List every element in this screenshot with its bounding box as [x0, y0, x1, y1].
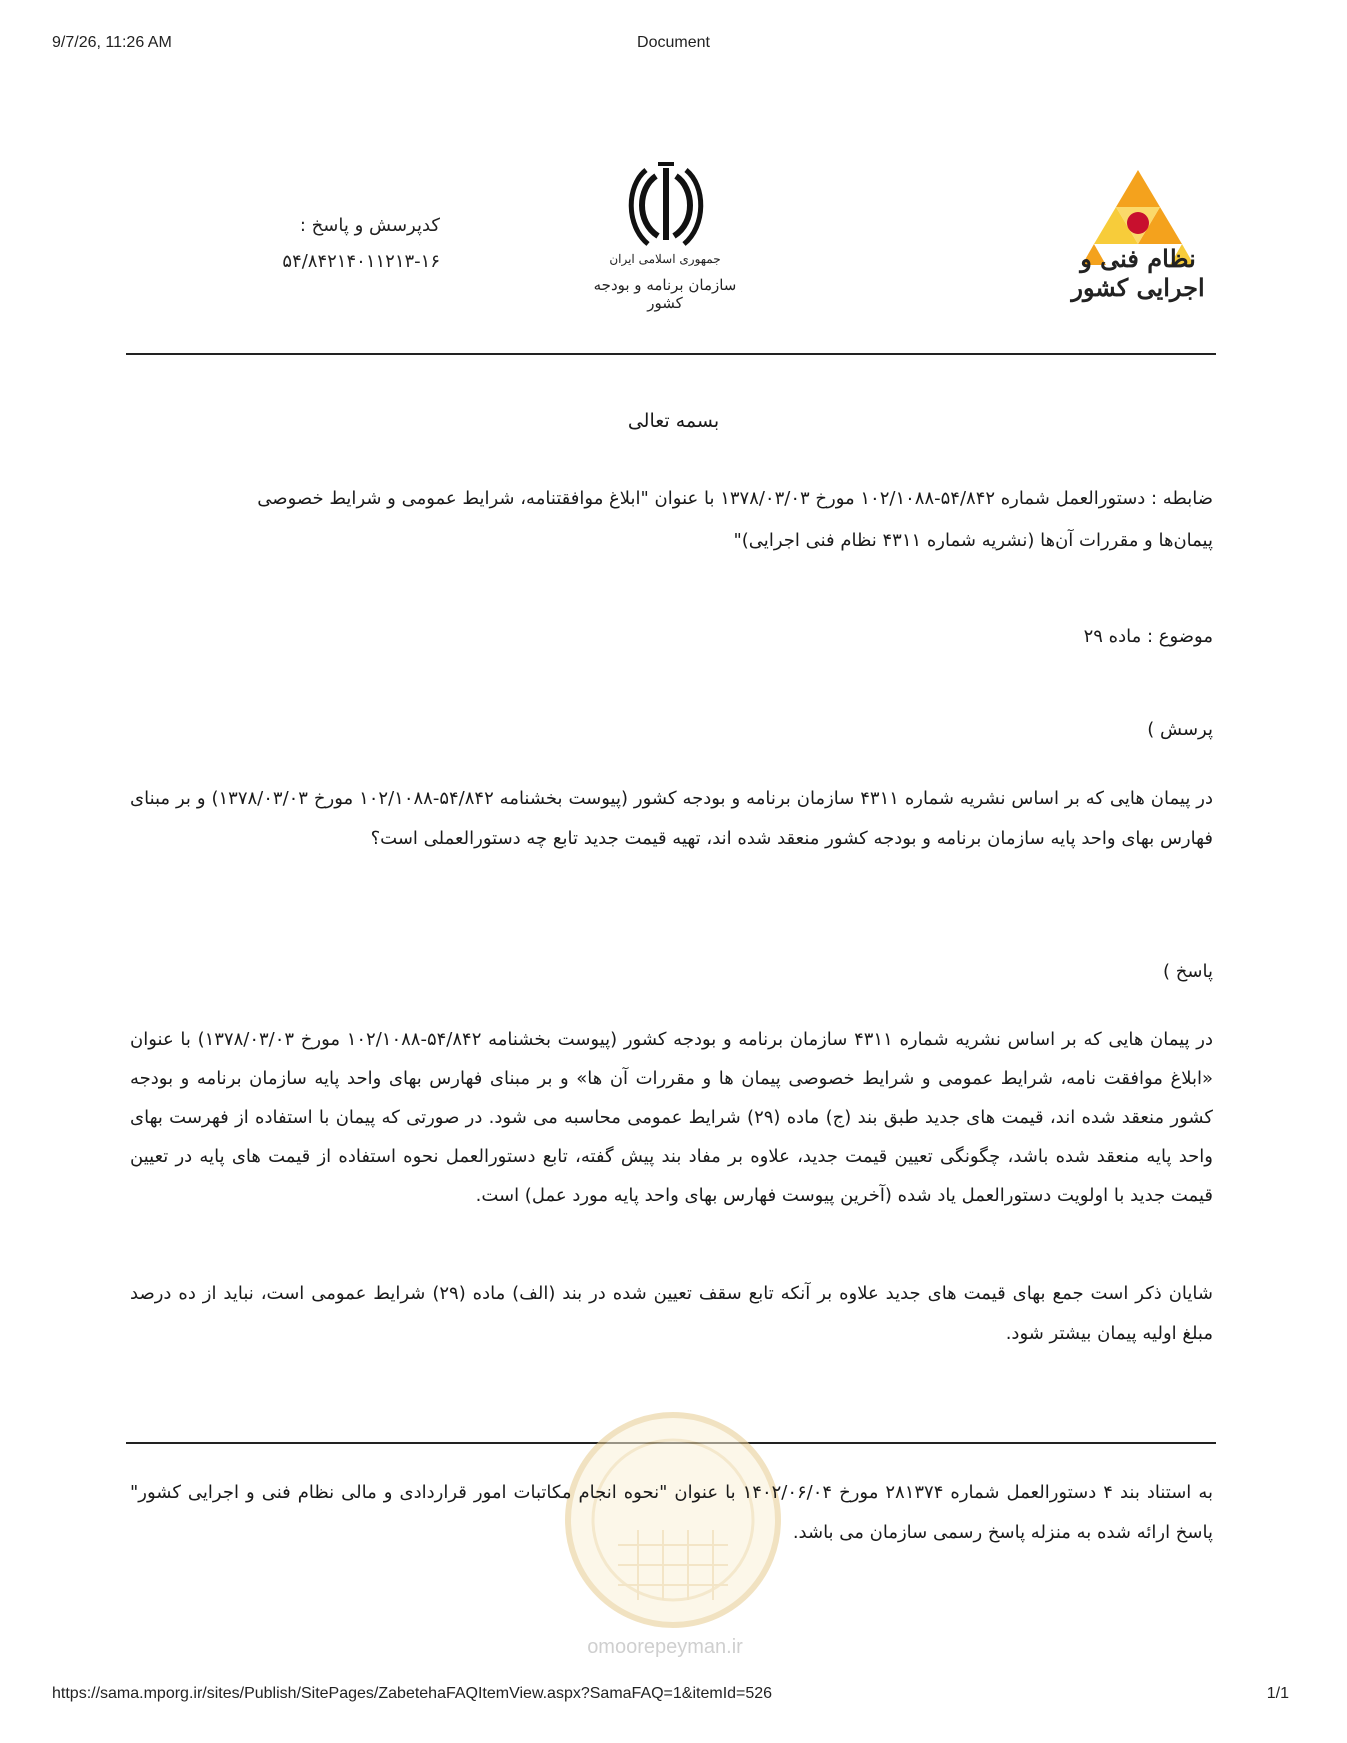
- print-header: [0, 34, 1347, 56]
- print-footer: [0, 1685, 1347, 1707]
- subject: موضوع : ماده ۲۹: [1083, 626, 1213, 647]
- iran-emblem-icon: [620, 160, 712, 252]
- footnote: به استناد بند ۴ دستورالعمل شماره ۲۸۱۳۷۴ مورخ ۱۴۰۲/۰۶/۰۴ با عنوان "نحوه انجام مکاتبات امور قراردادی و مالی نظام فنی و اجرایی کشور" پاسخ ارائه شده به منزله پاسخ رسمی سازمان می باشد.: [130, 1482, 1213, 1543]
- page-url[interactable]: https://sama.mporg.ir/sites/Publish/SitePages/ZabetehaFAQItemView.aspx?SamaFAQ=1&itemId=526: [52, 1685, 773, 1702]
- rule-line-2: پیمان‌ها و مقررات آن‌ها (نشریه شماره ۴۳۱۱ نظام فنی اجرایی)": [733, 530, 1213, 551]
- header-divider: [126, 353, 1216, 355]
- question-heading: پرسش ): [1147, 719, 1213, 740]
- rule-line-1: ضابطه : دستورالعمل شماره ۵۴/۸۴۲-۱۰۲/۱۰۸۸ مورخ ۱۳۷۸/۰۳/۰۳ با عنوان "ابلاغ موافقتنامه، شرایط عمومی و شرایط خصوصی: [257, 488, 1213, 509]
- page-number: 1/1: [1266, 1685, 1289, 1702]
- faq-code-value: ۵۴/۸۴۲۱۴۰۱۱۲۱۳-۱۶: [282, 251, 440, 272]
- answer-paragraph-2: شایان ذکر است جمع بهای قیمت های جدید علاوه بر آنکه تابع سقف تعیین شده در بند (الف) ماده (۲۹) شرایط عمومی است، نباید از ده درصد مبلغ اولیه پیمان بیشتر شود.: [130, 1283, 1213, 1344]
- print-title: Document: [637, 34, 710, 51]
- answer-paragraph-1: در پیمان هایی که بر اساس نشریه شماره ۴۳۱۱ سازمان برنامه و بودجه کشور (پیوست بخشنامه ۵۴/۸۴۲-۱۰۲/۱۰۸۸ مورخ ۱۳۷۸/۰۳/۰۳) با عنوان «ابلاغ موافقت نامه، شرایط عمومی و شرایط خصوصی پیمان ها و مقررات آن ها» و بر مبنای فهارس بهای واحد پایه سازمان برنامه و بودجه کشور منعقد شده اند، قیمت های جدید طبق بند (ج) ماده (۲۹) شرایط عمومی محاسبه می شود. در صورتی که پیمان با استفاده از فهرست بهای واحد پایه منعقد شده باشد، چگونگی تعیین قیمت جدید، علاوه بر مفاد بند پیش گفته، تابع دستورالعمل نحوه استفاده از قیمت های پایه در تعیین قیمت جدید با اولویت دستورالعمل یاد شده (آخرین پیوست فهارس بهای واحد پایه مورد عمل) است.: [130, 1029, 1213, 1206]
- emblem-caption-organization: سازمان برنامه و بودجه کشور: [593, 276, 737, 312]
- nezam-fanni-logo-text: نظام فنی و اجرایی کشور: [1071, 244, 1205, 302]
- question-text: در پیمان هایی که بر اساس نشریه شماره ۴۳۱۱ سازمان برنامه و بودجه کشور (پیوست بخشنامه ۵۴/۸۴۲-۱۰۲/۱۰۸۸ مورخ ۱۳۷۸/۰۳/۰۳) و بر مبنای فهارس بهای واحد پایه سازمان برنامه و بودجه کشور منعقد شده اند، تهیه قیمت جدید تابع چه دستورالعملی است؟: [130, 788, 1213, 849]
- basmala: بسمه تعالی: [627, 410, 720, 432]
- emblem-caption-country: جمهوری اسلامی ایران: [609, 252, 721, 266]
- watermark-caption: omoorepeyman.ir: [587, 1636, 743, 1658]
- faq-code-block: [200, 208, 440, 280]
- faq-code-label: کدپرسش و پاسخ :: [299, 215, 440, 236]
- print-datetime: 9/7/26, 11:26 AM: [52, 34, 172, 51]
- answer-heading: پاسخ ): [1163, 961, 1213, 982]
